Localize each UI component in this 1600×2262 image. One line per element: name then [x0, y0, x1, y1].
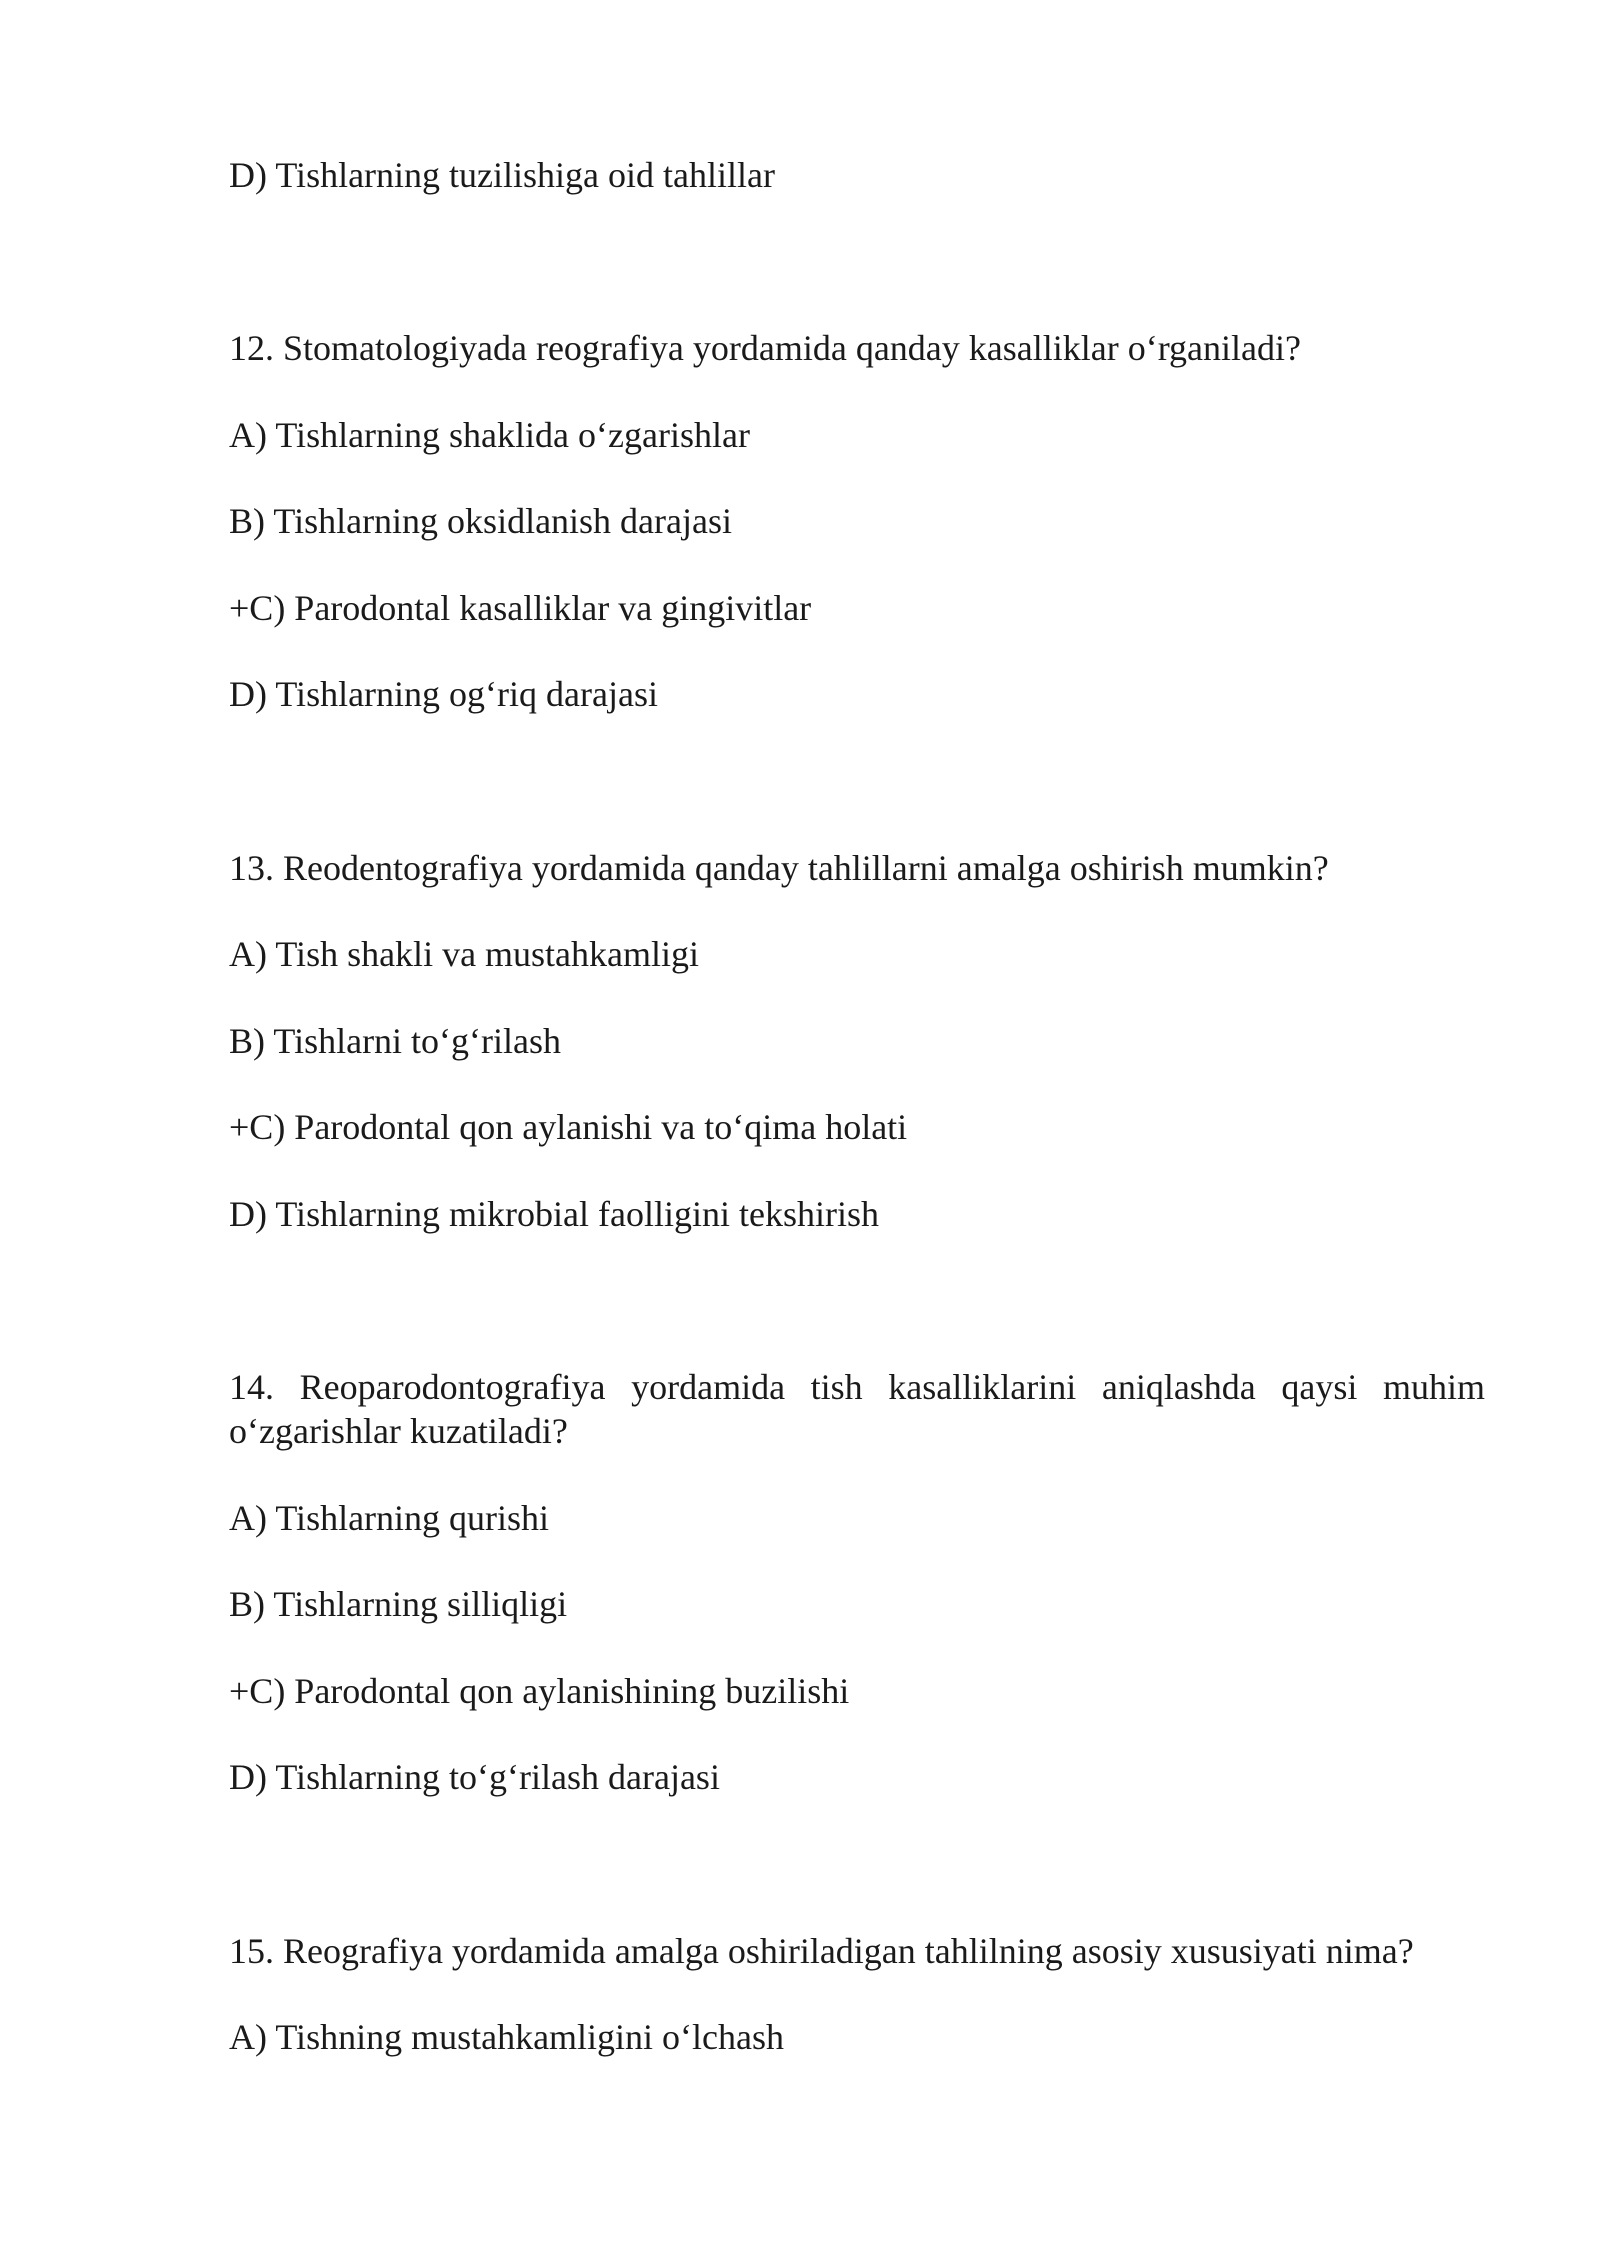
prev-question-option-d: D) Tishlarning tuzilishiga oid tahlillar — [229, 155, 775, 195]
question-13-option-b: B) Tishlarni to‘g‘rilash — [229, 1021, 562, 1061]
question-14-option-b: B) Tishlarning silliqligi — [229, 1584, 568, 1624]
question-13-option-d: D) Tishlarning mikrobial faolligini tekshirish — [229, 1194, 879, 1234]
question-14-option-a: A) Tishlarning qurishi — [229, 1498, 550, 1538]
question-12-option-c: +C) Parodontal kasalliklar va gingivitlar — [229, 588, 812, 628]
question-15-option-a: A) Tishning mustahkamligini o‘lchash — [229, 2017, 785, 2057]
question-13-option-a: A) Tish shakli va mustahkamligi — [229, 934, 700, 974]
question-14-line-1: 14. Reoparodontografiya yordamida tish kasalliklarini aniqlashda qaysi muhim — [229, 1367, 1485, 1407]
question-14-line-2: o‘zgarishlar kuzatiladi? — [229, 1411, 568, 1451]
question-14-option-d: D) Tishlarning to‘g‘rilash darajasi — [229, 1757, 720, 1797]
question-12-option-b: B) Tishlarning oksidlanish darajasi — [229, 501, 732, 541]
question-14-option-c: +C) Parodontal qon aylanishining buzilishi — [229, 1671, 850, 1711]
question-14-text — [229, 1365, 1485, 1453]
question-12-option-a: A) Tishlarning shaklida o‘zgarishlar — [229, 415, 750, 455]
question-12-text: 12. Stomatologiyada reografiya yordamida qanday kasalliklar o‘rganiladi? — [229, 328, 1301, 368]
question-12-option-d: D) Tishlarning og‘riq darajasi — [229, 674, 658, 714]
question-13-option-c: +C) Parodontal qon aylanishi va to‘qima holati — [229, 1107, 908, 1147]
question-13-text: 13. Reodentografiya yordamida qanday tahlillarni amalga oshirish mumkin? — [229, 848, 1329, 888]
question-15-text: 15. Reografiya yordamida amalga oshiriladigan tahlilning asosiy xususiyati nima? — [229, 1931, 1414, 1971]
